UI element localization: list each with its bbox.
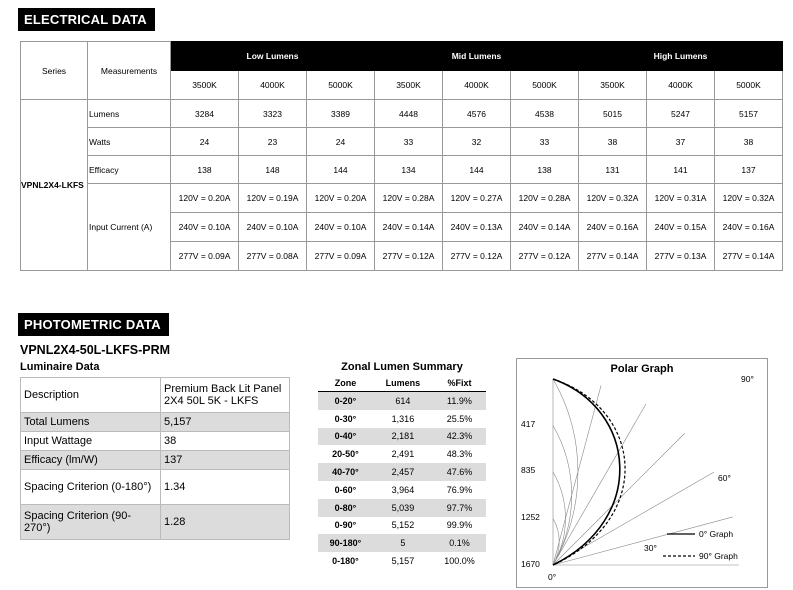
zonal-header: Zone [318, 375, 373, 392]
radial-label-1670: 1670 [521, 559, 540, 569]
radial-label-417: 417 [521, 419, 536, 429]
zonal-percent: 100.0% [444, 556, 475, 567]
measurement-value: 4576 [443, 100, 511, 128]
zonal-header: %Fixt [433, 375, 486, 392]
model-number: VPNL2X4-50L-LKFS-PRM [20, 343, 171, 357]
luminaire-value-line: 137 [164, 454, 183, 466]
zonal-row [318, 392, 486, 410]
current-value: 120V = 0.32A [579, 184, 647, 213]
zonal-zone: 90-180° [318, 534, 373, 552]
radial-label-1252: 1252 [521, 512, 540, 522]
input-current-label: Input Current (A) [88, 184, 171, 271]
current-value: 240V = 0.14A [511, 213, 579, 242]
angle-label-0: 0° [548, 572, 557, 582]
zonal-lumens: 614 [373, 392, 433, 410]
polar-ring-1 [553, 519, 559, 566]
luminaire-value-line: 1.34 [164, 481, 186, 493]
elec-row [21, 100, 783, 128]
measurement-value: 4448 [375, 100, 443, 128]
measurement-value: 24 [307, 128, 375, 156]
zonal-percent: 76.9% [446, 484, 473, 495]
zonal-row [318, 481, 486, 499]
measurement-value: 134 [375, 156, 443, 184]
zonal-percent: 99.9% [446, 520, 473, 531]
zonal-row [318, 552, 486, 570]
zonal-header: Lumens [373, 375, 433, 392]
measurement-label: Watts [88, 128, 171, 156]
measurement-value: 33 [375, 128, 443, 156]
luminaire-row [21, 432, 290, 451]
cct-header: 4000K [647, 71, 715, 100]
current-value: 277V = 0.12A [511, 242, 579, 271]
current-value: 277V = 0.14A [579, 242, 647, 271]
series-name: VPNL2X4-LKFS [21, 100, 88, 271]
zonal-row [318, 534, 486, 552]
cct-header: 5000K [511, 71, 579, 100]
current-value: 277V = 0.13A [647, 242, 715, 271]
polar-graph [516, 358, 768, 588]
measurement-value: 3323 [239, 100, 307, 128]
measurement-value: 148 [239, 156, 307, 184]
zonal-row [318, 428, 486, 446]
legend-0deg: 0° Graph [699, 529, 734, 539]
measurement-value: 137 [715, 156, 783, 184]
current-value: 240V = 0.14A [375, 213, 443, 242]
zonal-lumens: 1,316 [391, 413, 415, 424]
measurement-value: 23 [239, 128, 307, 156]
luminaire-data-table [20, 377, 290, 540]
luminaire-row [21, 470, 290, 505]
group-header: Low Lumens [171, 42, 375, 71]
luminaire-data-title: Luminaire Data [20, 361, 100, 373]
current-value: 240V = 0.10A [307, 213, 375, 242]
cct-header: 4000K [239, 71, 307, 100]
luminaire-value [161, 432, 290, 451]
measurement-value: 4538 [511, 100, 579, 128]
luminaire-row [21, 451, 290, 470]
zonal-percent: 11.9% [433, 392, 486, 410]
zonal-lumens: 3,964 [391, 484, 415, 495]
luminaire-value-line: 2X4 50L 5K - LKFS [164, 395, 259, 407]
measurement-value: 138 [171, 156, 239, 184]
luminaire-row [21, 378, 290, 413]
current-value: 120V = 0.28A [375, 184, 443, 213]
angle-label-90: 90° [741, 374, 754, 384]
zonal-row [318, 445, 486, 463]
measurement-value: 38 [715, 128, 783, 156]
group-header: Mid Lumens [375, 42, 579, 71]
current-value: 120V = 0.27A [443, 184, 511, 213]
zonal-percent: 42.3% [433, 428, 486, 446]
luminaire-key: Description [21, 378, 161, 413]
zonal-row [318, 410, 486, 428]
zonal-zone: 0-60° [334, 484, 357, 495]
elec-row [21, 128, 783, 156]
zonal-percent: 47.6% [433, 463, 486, 481]
zonal-percent: 25.5% [446, 413, 473, 424]
zonal-row [318, 499, 486, 517]
angle-label-60: 60° [718, 473, 731, 483]
current-value: 120V = 0.20A [307, 184, 375, 213]
current-value: 240V = 0.16A [715, 213, 783, 242]
legend-90deg: 90° Graph [699, 551, 738, 561]
luminaire-row [21, 505, 290, 540]
measurement-value: 3389 [307, 100, 375, 128]
luminaire-key: Spacing Criterion (90-270°) [21, 505, 161, 540]
measurement-label: Efficacy [88, 156, 171, 184]
measurement-value: 138 [511, 156, 579, 184]
polar-curve-0deg [553, 379, 620, 565]
measurement-value: 37 [647, 128, 715, 156]
zonal-lumen-table [318, 375, 486, 570]
current-value: 277V = 0.12A [375, 242, 443, 271]
zonal-zone: 0-40° [318, 428, 373, 446]
electrical-section-title: ELECTRICAL DATA [18, 8, 155, 31]
measurement-label: Lumens [88, 100, 171, 128]
elec-row [21, 156, 783, 184]
current-value: 120V = 0.20A [171, 184, 239, 213]
measurement-value: 5157 [715, 100, 783, 128]
current-value: 240V = 0.16A [579, 213, 647, 242]
measurement-value: 131 [579, 156, 647, 184]
zonal-row [318, 517, 486, 535]
zonal-zone: 0-90° [334, 520, 357, 531]
measurement-value: 5247 [647, 100, 715, 128]
current-value: 240V = 0.10A [239, 213, 307, 242]
measurement-value: 38 [579, 128, 647, 156]
zonal-row [318, 463, 486, 481]
zonal-lumens: 5,039 [373, 499, 433, 517]
series-header: Series [21, 42, 88, 100]
current-value: 277V = 0.09A [171, 242, 239, 271]
luminaire-value-line: 38 [164, 435, 177, 447]
cct-header: 5000K [715, 71, 783, 100]
zonal-lumens: 5 [373, 534, 433, 552]
zonal-header-row [318, 375, 486, 392]
luminaire-key: Total Lumens [21, 413, 161, 432]
luminaire-value [161, 451, 290, 470]
current-value: 277V = 0.12A [443, 242, 511, 271]
measurement-value: 33 [511, 128, 579, 156]
zonal-zone: 0-30° [334, 413, 357, 424]
zonal-zone: 0-180° [332, 556, 359, 567]
zonal-lumens: 2,491 [391, 449, 415, 460]
zonal-zone: 0-20° [318, 392, 373, 410]
luminaire-value-line: 5,157 [164, 416, 192, 428]
current-value: 240V = 0.10A [171, 213, 239, 242]
zonal-zone: 40-70° [318, 463, 373, 481]
current-value: 120V = 0.28A [511, 184, 579, 213]
luminaire-value [161, 378, 290, 413]
photometric-section-title: PHOTOMETRIC DATA [18, 313, 169, 336]
zonal-zone: 20-50° [332, 449, 359, 460]
zonal-zone: 0-80° [318, 499, 373, 517]
luminaire-key: Input Wattage [21, 432, 161, 451]
measurement-value: 3284 [171, 100, 239, 128]
polar-spoke-60 [553, 404, 646, 565]
measurement-value: 24 [171, 128, 239, 156]
current-value: 120V = 0.32A [715, 184, 783, 213]
zonal-lumens: 2,181 [373, 428, 433, 446]
polar-graph-title: Polar Graph [610, 363, 674, 375]
current-row [21, 184, 783, 213]
measurement-value: 141 [647, 156, 715, 184]
measurement-value: 144 [307, 156, 375, 184]
zonal-percent: 48.3% [446, 449, 473, 460]
polar-ring-2 [553, 472, 565, 565]
zonal-percent: 97.7% [433, 499, 486, 517]
measurements-header: Measurements [88, 42, 171, 100]
cct-header: 3500K [579, 71, 647, 100]
luminaire-value-line: Premium Back Lit Panel [164, 383, 282, 395]
current-value: 277V = 0.14A [715, 242, 783, 271]
measurement-value: 32 [443, 128, 511, 156]
luminaire-value [161, 505, 290, 540]
zonal-lumens: 5,157 [391, 556, 415, 567]
cct-header: 4000K [443, 71, 511, 100]
luminaire-row [21, 413, 290, 432]
zonal-percent: 0.1% [433, 534, 486, 552]
zonal-lumens: 2,457 [373, 463, 433, 481]
luminaire-key: Efficacy (lm/W) [21, 451, 161, 470]
current-value: 240V = 0.13A [443, 213, 511, 242]
current-value: 120V = 0.31A [647, 184, 715, 213]
electrical-data-table [20, 41, 783, 271]
luminaire-key: Spacing Criterion (0-180°) [21, 470, 161, 505]
cct-header: 5000K [307, 71, 375, 100]
cct-header: 3500K [375, 71, 443, 100]
cct-header: 3500K [171, 71, 239, 100]
luminaire-value [161, 470, 290, 505]
angle-label-30: 30° [644, 543, 657, 553]
measurement-value: 5015 [579, 100, 647, 128]
current-value: 240V = 0.15A [647, 213, 715, 242]
luminaire-value-line: 1.28 [164, 516, 186, 528]
luminaire-value [161, 413, 290, 432]
elec-header-row [21, 42, 783, 71]
radial-label-835: 835 [521, 465, 536, 475]
current-value: 277V = 0.08A [239, 242, 307, 271]
current-value: 120V = 0.19A [239, 184, 307, 213]
zonal-summary-title: Zonal Lumen Summary [341, 361, 463, 373]
zonal-lumens: 5,152 [391, 520, 415, 531]
current-value: 277V = 0.09A [307, 242, 375, 271]
group-header: High Lumens [579, 42, 783, 71]
measurement-value: 144 [443, 156, 511, 184]
